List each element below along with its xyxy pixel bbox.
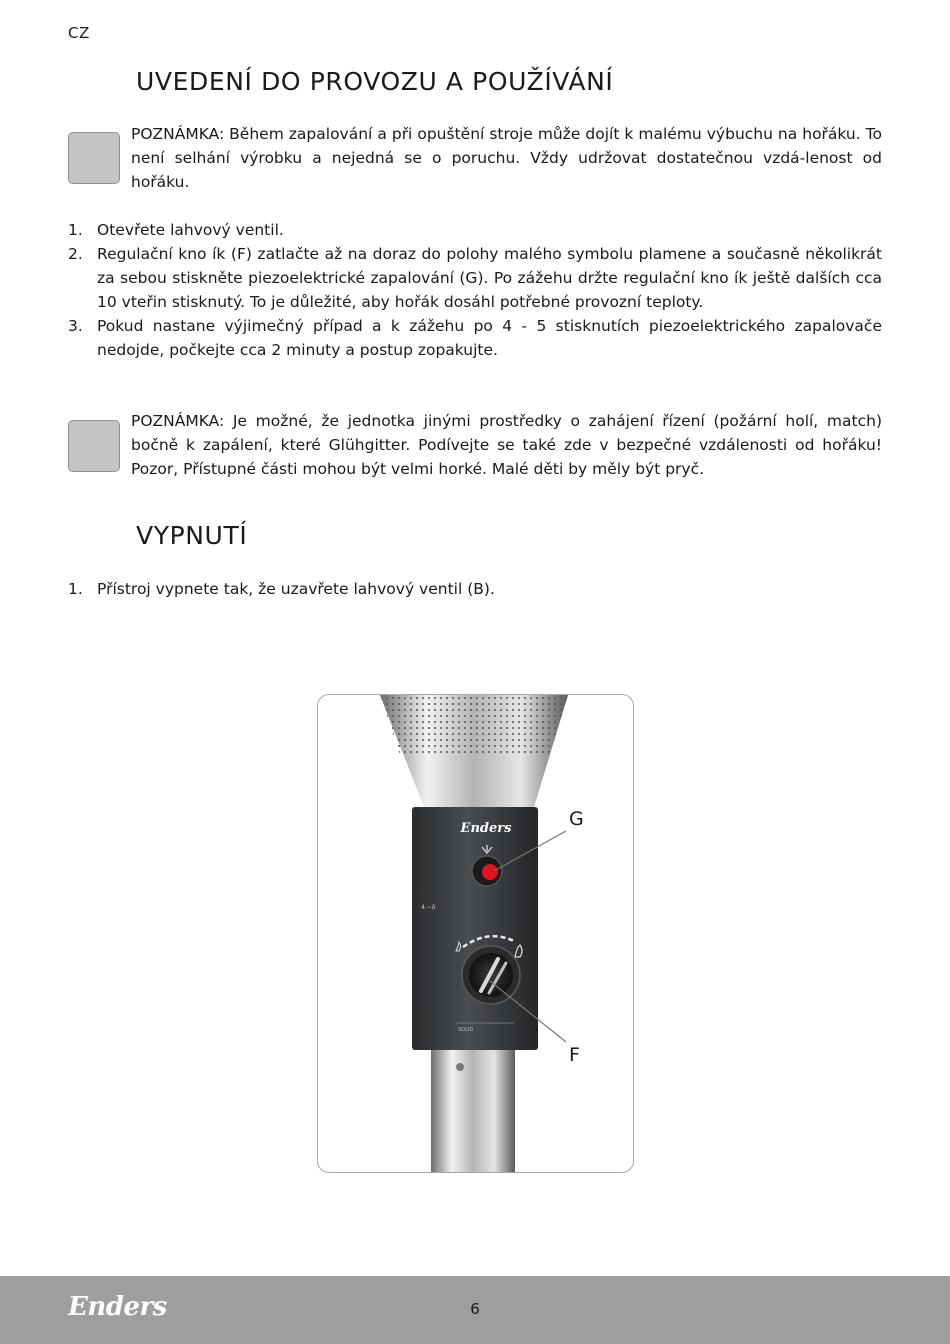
list-item — [68, 577, 882, 601]
operation-steps — [68, 218, 882, 362]
heater-pole — [431, 1047, 515, 1173]
housing-logo: Enders — [460, 821, 512, 836]
note-icon — [68, 420, 120, 472]
step-text: Regulační kno ík (F) zatlačte až na doraz do polohy malého symbolu plamene a současně několikrát za sebou stiskněte piezoelektrické zapalování (G). Po zážehu držte regulační kno ík ještě dalších cca 10 vteřin stisknutý. To je důležité, aby hořák dosáhl potřebné provozní teploty. — [97, 245, 882, 311]
page-footer — [0, 1276, 950, 1344]
heater-drawing — [318, 695, 634, 1173]
model-label: SOLID — [458, 1027, 474, 1033]
step-number: 2. — [68, 245, 83, 263]
step-text: Otevřete lahvový ventil. — [97, 221, 284, 239]
step-number: 3. — [68, 317, 83, 335]
step-text: Pokud nastane výjimečný případ a k zážehu po 4 - 5 stisknutích piezoelektrického zapalovače nedojde, počkejte cca 2 minuty a postup zopakujte. — [97, 317, 882, 359]
note-icon — [68, 132, 120, 184]
step-number: 1. — [68, 221, 83, 239]
control-housing — [412, 807, 538, 1050]
note-paragraph-ignition: POZNÁMKA: Během zapalování a při opuštění stroje může dojít k malému výbuchu na hořáku. To není selhání výrobku a nejedná se o poruchu. Vždy udržovat dostatečnou vzdá-lenost od hořáku. — [131, 125, 882, 191]
shutdown-steps — [68, 577, 882, 601]
list-item — [68, 242, 882, 314]
burner-perforation — [380, 695, 568, 755]
step-text: Přístroj vypnete tak, že uzavřete lahvový ventil (B). — [97, 580, 495, 598]
note-paragraph-manual-ignition: POZNÁMKA: Je možné, že jednotka jinými prostředky o zahájení řízení (požární holí, match) bočně k zapálení, které Glühgitter. Podívejte se také zde v bezpečné vzdálenosti od hořáku! Pozor, Přístupné části mohou být velmi horké. Malé děti by měly být pryč. — [131, 412, 882, 478]
language-code: CZ — [68, 24, 90, 42]
section-title-operation: UVEDENÍ DO PROVOZU A POUŽÍVÁNÍ — [136, 67, 614, 96]
ignition-button — [482, 864, 498, 880]
heater-control-illustration — [317, 694, 634, 1173]
callout-label-g: G — [569, 808, 584, 830]
page-number: 6 — [470, 1300, 480, 1318]
step-number: 1. — [68, 580, 83, 598]
section-title-shutdown: VYPNUTÍ — [136, 521, 248, 550]
list-item — [68, 314, 882, 362]
callout-label-f: F — [569, 1044, 580, 1066]
pole-screw — [456, 1063, 464, 1071]
list-item — [68, 218, 882, 242]
footer-brand-logo: Enders — [68, 1292, 167, 1322]
side-marking: 4.~ō — [421, 904, 436, 911]
